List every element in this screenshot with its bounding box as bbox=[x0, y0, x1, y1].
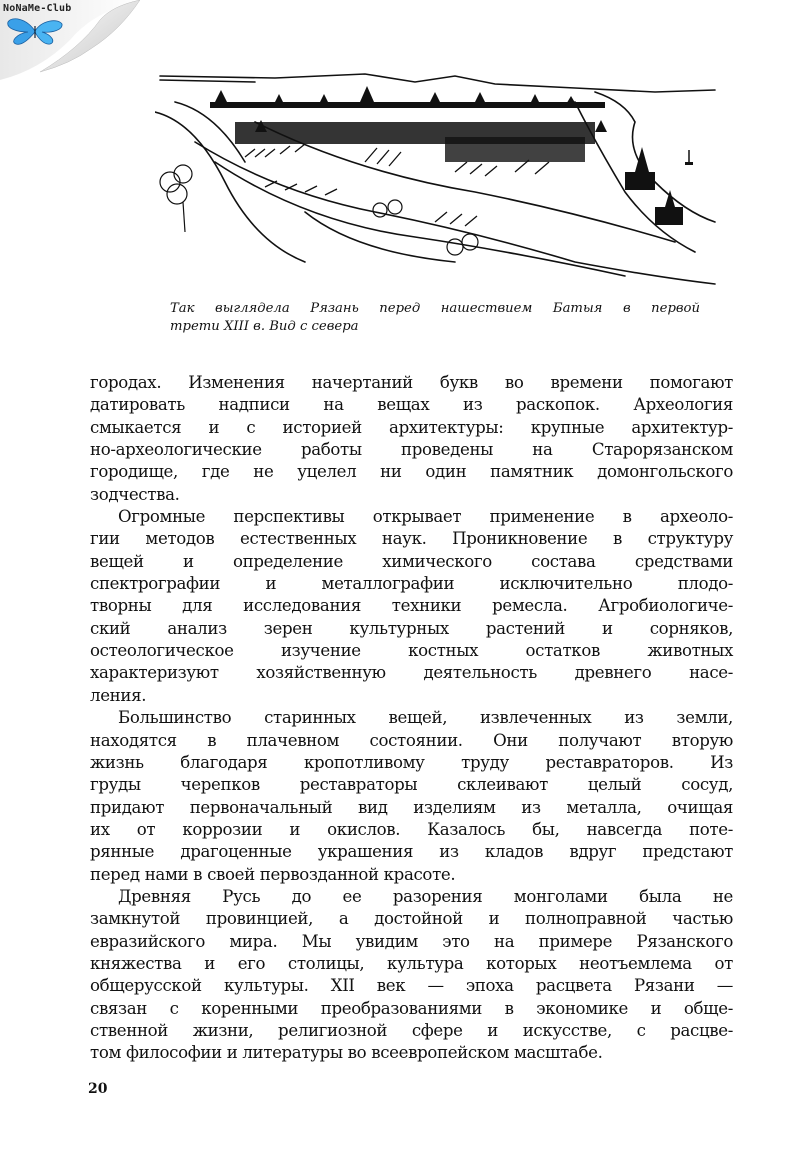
text-line: Большинство старинных вещей, извлеченных из земли, bbox=[118, 708, 733, 728]
text-line: жизнь благодаря кропотливому труду реставраторов. Из bbox=[90, 752, 733, 772]
ryazan-illustration bbox=[155, 62, 730, 290]
text-line: зодчества. bbox=[90, 484, 180, 504]
text-line: общерусской культуры. XII век — эпоха расцвета Рязани — bbox=[90, 976, 733, 996]
watermark-logo bbox=[0, 0, 140, 80]
text-line: придают первоначальный вид изделиям из металла, очищая bbox=[90, 797, 733, 817]
paragraph bbox=[90, 886, 733, 1065]
watermark-text: NoNaMe-Club bbox=[3, 3, 72, 14]
text-line: датировать надписи на вещах из раскопок. Археология bbox=[90, 395, 733, 415]
text-line: остеологическое изучение костных остатков животных bbox=[90, 641, 733, 661]
text-line: евразийского мира. Мы увидим это на примере Рязанского bbox=[90, 931, 733, 951]
text-line: Древняя Русь до ее разорения монголами была не bbox=[118, 886, 733, 906]
paragraph bbox=[90, 372, 733, 506]
text-line: смыкается и с историей архитектуры: крупные архитектур- bbox=[90, 417, 733, 437]
text-line: ления. bbox=[90, 685, 147, 705]
text-line: гии методов естественных наук. Проникновение в структуру bbox=[90, 529, 733, 549]
text-line: замкнутой провинцией, а достойной и полноправной частью bbox=[90, 909, 733, 929]
page-number: 20 bbox=[88, 1081, 108, 1097]
text-line: творны для исследования техники ремесла. Агробиологиче- bbox=[90, 596, 733, 616]
butterfly-icon bbox=[6, 16, 64, 46]
text-line: ственной жизни, религиозной сфере и искусстве, с расцве- bbox=[90, 1020, 733, 1040]
text-line: городах. Изменения начертаний букв во времени помогают bbox=[90, 373, 733, 392]
text-line: груды черепков реставраторы склеивают целый сосуд, bbox=[90, 775, 733, 795]
text-line: связан с коренными преобразованиями в экономике и обще- bbox=[90, 998, 733, 1018]
body-text bbox=[90, 372, 733, 1065]
text-line: спектрографии и металлографии исключительно плодо- bbox=[90, 574, 733, 594]
text-line: характеризуют хозяйственную деятельность древнего насе- bbox=[90, 663, 733, 683]
figure-caption bbox=[170, 300, 700, 336]
text-line: вещей и определение химического состава средствами bbox=[90, 551, 733, 571]
text-line: рянные драгоценные украшения из кладов вдруг предстают bbox=[90, 842, 733, 862]
paragraph bbox=[90, 707, 733, 886]
caption-line: трети XIII в. Вид с севера bbox=[170, 319, 359, 334]
text-line: но-археологические работы проведены на Старорязанском bbox=[90, 440, 733, 460]
text-line: том философии и литературы во всеевропейском масштабе. bbox=[90, 1043, 603, 1063]
text-line: ский анализ зерен культурных растений и сорняков, bbox=[90, 618, 733, 638]
text-line: городище, где не уцелел ни один памятник домонгольского bbox=[90, 462, 733, 482]
paragraph bbox=[90, 506, 733, 707]
text-line: перед нами в своей первозданной красоте. bbox=[90, 864, 456, 884]
caption-line: Так выглядела Рязань перед нашествием Батыя в первой bbox=[170, 301, 700, 316]
text-line: Огромные перспективы открывает применение в археоло- bbox=[118, 507, 733, 527]
ryazan-drawing bbox=[155, 62, 730, 290]
text-line: находятся в плачевном состоянии. Они получают вторую bbox=[90, 730, 733, 750]
text-line: их от коррозии и окислов. Казалось бы, навсегда поте- bbox=[90, 819, 733, 839]
text-line: княжества и его столицы, культура которых неотъемлема от bbox=[90, 953, 733, 973]
